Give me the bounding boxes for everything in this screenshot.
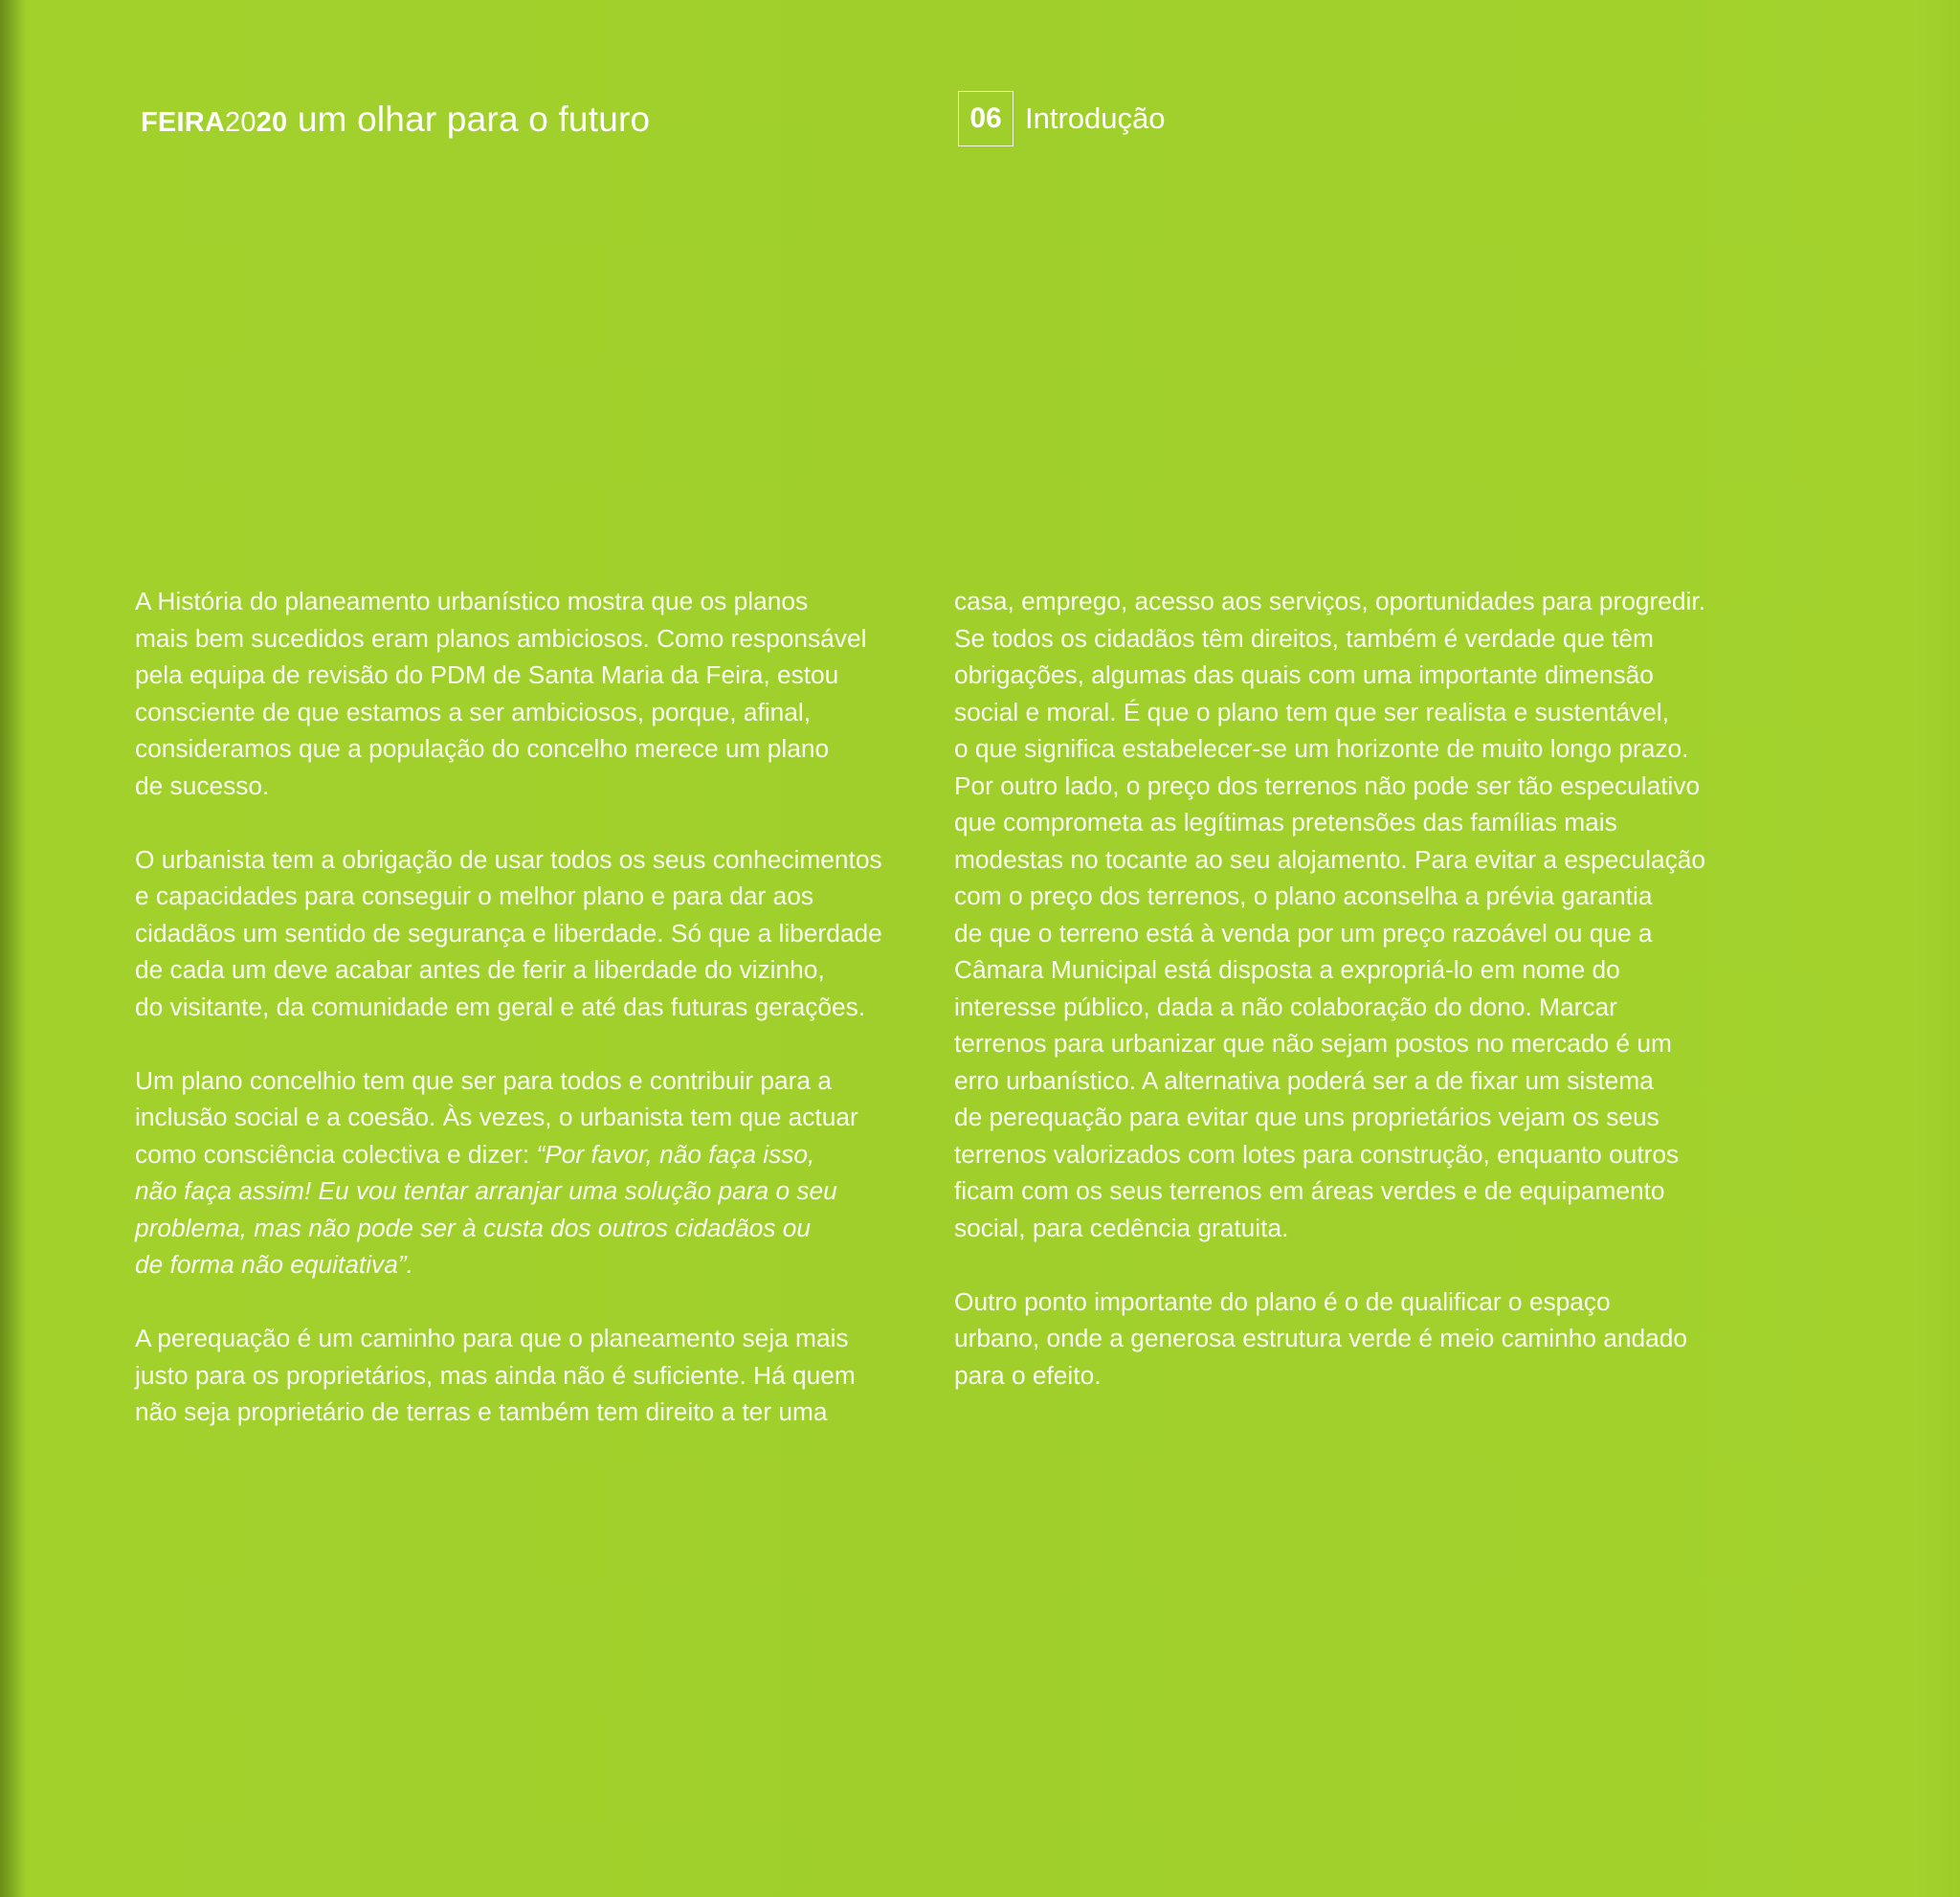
text-line: de que o terreno está à venda por um preço razoável ou que a (954, 918, 1653, 948)
text-segment: como consciência colectiva e dizer: (135, 1139, 537, 1169)
brand-feira: FEIRA (141, 107, 225, 138)
text-line: com o preço dos terrenos, o plano aconselha a prévia garantia (954, 882, 1653, 910)
text-line: inclusão social e a coesão. Às vezes, o urbanista tem que actuar (135, 1103, 858, 1131)
text-line: A perequação é um caminho para que o planeamento seja mais (135, 1324, 849, 1352)
text-line: justo para os proprietários, mas ainda não é suficiente. Há quem (135, 1360, 856, 1390)
text-line: cidadãos um sentido de segurança e liberdade. Só que a liberdade (135, 918, 882, 948)
text-line: Um plano concelhio tem que ser para todos e contribuir para a (135, 1065, 832, 1095)
text-line: Câmara Municipal está disposta a expropriá-lo em nome do (954, 955, 1620, 984)
paragraph-5 (954, 583, 1720, 1246)
text-line: que comprometa as legítimas pretensões das famílias mais (954, 808, 1617, 837)
publication-header (141, 100, 650, 140)
quote-line: não faça assim! Eu vou tentar arranjar uma solução para o seu (135, 1176, 837, 1205)
paragraph-4 (135, 1320, 901, 1431)
text-line: O urbanista tem a obrigação de usar todos os seus conhecimentos (135, 844, 882, 874)
text-line: terrenos valorizados com lotes para construção, enquanto outros (954, 1139, 1680, 1169)
section-header (958, 91, 1166, 146)
text-line: urbano, onde a generosa estrutura verde é meio caminho andado (954, 1324, 1688, 1352)
text-line: obrigações, algumas das quais com uma importante dimensão (954, 660, 1654, 689)
publication-title: um olhar para o futuro (297, 100, 651, 139)
text-line: mais bem sucedidos eram planos ambiciosos. Como responsável (135, 623, 867, 653)
section-title: Introdução (1025, 101, 1166, 135)
text-line: consciente de que estamos a ser ambiciosos, porque, afinal, (135, 697, 812, 726)
text-line: Se todos os cidadãos têm direitos, também é verdade que têm (954, 623, 1654, 653)
quote-line: problema, mas não pode ser à custa dos outros cidadãos ou (135, 1213, 812, 1242)
text-line: de perequação para evitar que uns proprietários vejam os seus (954, 1103, 1659, 1131)
paragraph-6 (954, 1283, 1720, 1395)
text-line: casa, emprego, acesso aos serviços, oportunidades para progredir. (954, 587, 1705, 615)
text-line: terrenos para urbanizar que não sejam postos no mercado é um (954, 1029, 1672, 1058)
text-line: consideramos que a população do concelho merece um plano (135, 734, 830, 763)
text-line: interesse público, dada a não colaboração do dono. Marcar (954, 992, 1617, 1021)
text-line: Outro ponto importante do plano é o de qualificar o espaço (954, 1286, 1611, 1316)
paragraph-1 (135, 583, 901, 804)
text-line: Por outro lado, o preço dos terrenos não pode ser tão especulativo (954, 770, 1701, 800)
paragraph-3 (135, 1062, 901, 1283)
brand-year (225, 107, 287, 138)
book-spine-shadow (0, 0, 25, 1897)
text-line: de cada um deve acabar antes de ferir a liberdade do vizinho, (135, 955, 825, 984)
text-line: do visitante, da comunidade em geral e até das futuras gerações. (135, 992, 866, 1021)
text-line: pela equipa de revisão do PDM de Santa Maria da Feira, estou (135, 660, 839, 689)
brand-year-first: 20 (225, 107, 256, 138)
text-line: modestas no tocante ao seu alojamento. Para evitar a especulação (954, 844, 1706, 874)
right-text-column (954, 583, 1720, 1431)
text-line: social, para cedência gratuita. (954, 1213, 1289, 1242)
text-line: de sucesso. (135, 770, 270, 800)
text-line: o que significa estabelecer-se um horizonte de muito longo prazo. (954, 734, 1689, 763)
brand-year-second: 20 (256, 107, 288, 138)
text-line: não seja proprietário de terras e também tem direito a ter uma (135, 1397, 828, 1426)
text-line: A História do planeamento urbanístico mostra que os planos (135, 587, 809, 615)
text-line (135, 1136, 901, 1173)
text-line: e capacidades para conseguir o melhor plano e para dar aos (135, 882, 814, 910)
left-text-column (135, 583, 901, 1467)
text-line: ficam com os seus terrenos em áreas verdes e de equipamento (954, 1176, 1665, 1205)
page-number: 06 (958, 91, 1013, 146)
paragraph-2 (135, 841, 901, 1026)
quote-line: de forma não equitativa”. (135, 1250, 413, 1279)
text-line: social e moral. É que o plano tem que ser realista e sustentável, (954, 697, 1669, 726)
quote-segment: “Por favor, não faça isso, (536, 1139, 815, 1169)
text-line: erro urbanístico. A alternativa poderá ser a de fixar um sistema (954, 1065, 1654, 1095)
text-line: para o efeito. (954, 1360, 1102, 1390)
